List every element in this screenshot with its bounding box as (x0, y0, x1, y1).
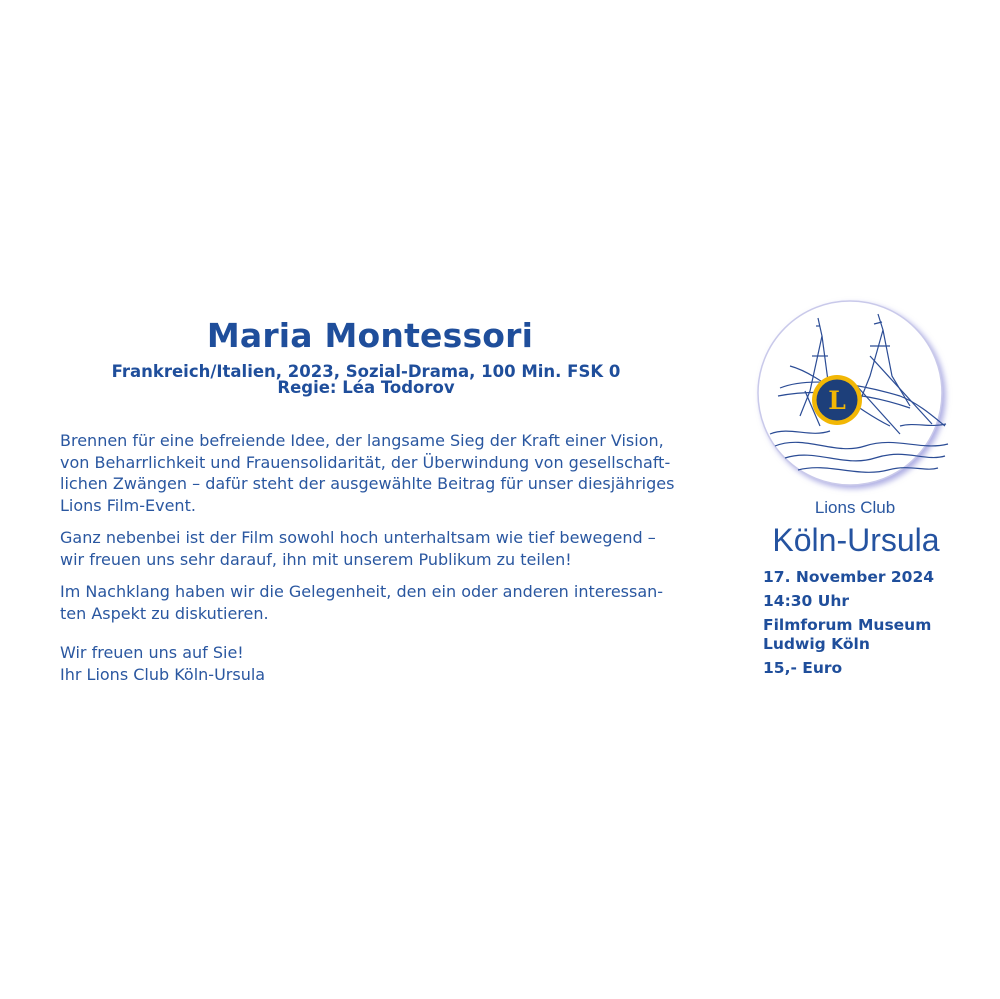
event-date: 17. November 2024 (763, 568, 935, 586)
film-director: Regie: Léa Todorov (277, 378, 455, 397)
text-line: wir freuen uns sehr darauf, ihn mit unserem Publikum zu teilen! (60, 549, 572, 569)
text-line: Wir freuen uns auf Sie! (60, 643, 244, 662)
club-name-small: Lions Club (814, 498, 896, 517)
club-name-large: Köln-Ursula (772, 522, 940, 558)
film-meta (40, 364, 692, 396)
text-line: von Beharrlichkeit und Frauensolidarität, der Überwindung von gesellschaft- (60, 452, 671, 472)
film-description (60, 430, 730, 696)
text-line: Lions Film-Event. (60, 495, 196, 515)
text-line: Im Nachklang haben wir die Gelegenheit, den ein oder anderen interessan- (60, 582, 664, 601)
logo-letter: L (828, 386, 846, 415)
text-line: ten Aspekt zu diskutieren. (60, 603, 269, 623)
description-paragraph-1 (60, 430, 730, 516)
event-time: 14:30 Uhr (763, 592, 849, 610)
event-venue-line-1: Filmforum Museum (763, 616, 932, 634)
event-details (763, 568, 983, 678)
description-paragraph-3 (60, 581, 730, 624)
closing-greeting (60, 642, 730, 685)
lions-club-logo (750, 296, 960, 496)
lions-emblem-icon (812, 375, 862, 425)
event-price: 15,- Euro (763, 659, 843, 677)
film-details: Frankreich/Italien, 2023, Sozial-Drama, 100 Min. FSK 0 (111, 362, 621, 381)
description-paragraph-2 (60, 527, 730, 570)
text-line: Ganz nebenbei ist der Film sowohl hoch unterhaltsam wie tief bewegend – (60, 528, 656, 547)
text-line: Brennen für eine befreiende Idee, der langsame Sieg der Kraft einer Vision, (60, 431, 664, 450)
text-line: lichen Zwängen – dafür steht der ausgewählte Beitrag für unser diesjähriges (60, 474, 675, 493)
film-title: Maria Montessori (206, 316, 534, 355)
text-line: Ihr Lions Club Köln-Ursula (60, 664, 266, 684)
event-venue-line-2: Ludwig Köln (763, 635, 870, 653)
